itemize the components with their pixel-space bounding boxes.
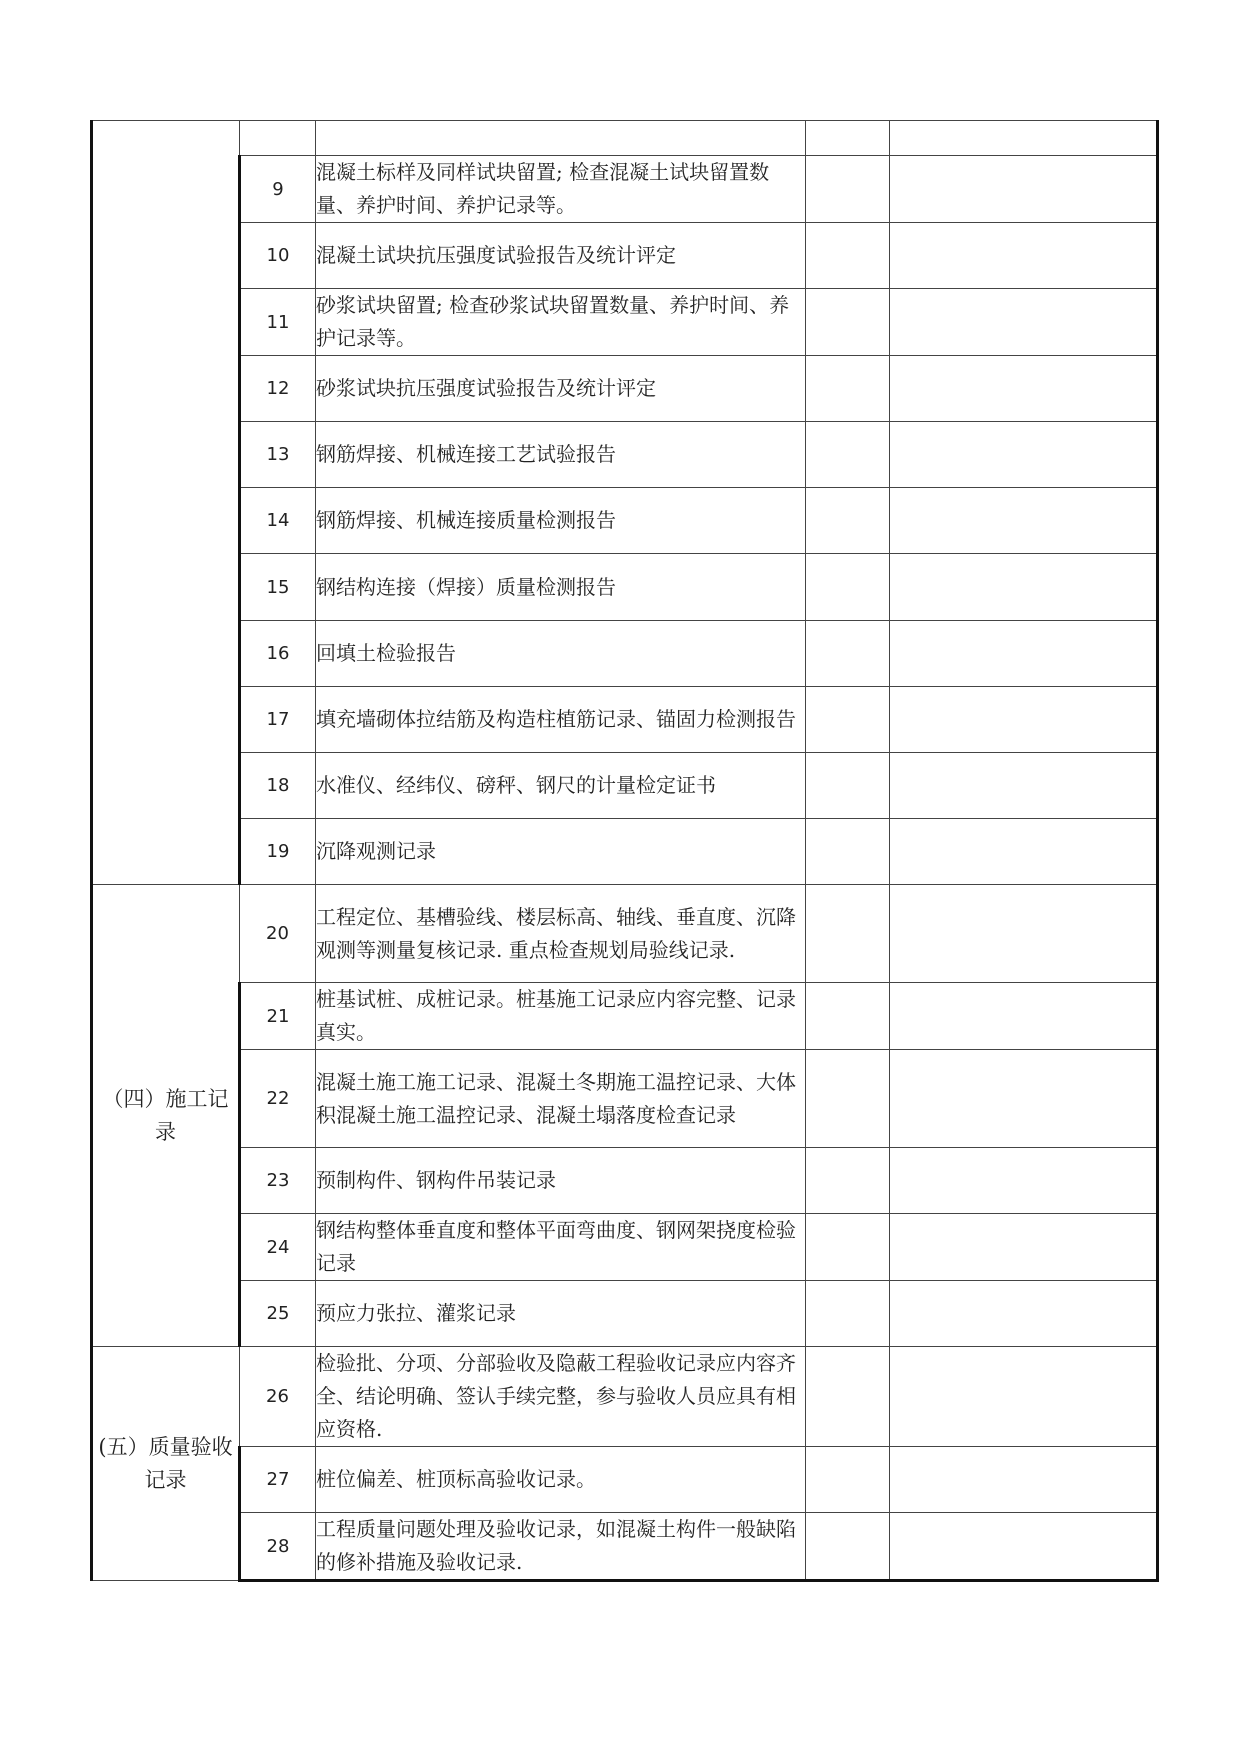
remarks-cell — [890, 356, 1158, 422]
item-description: 水准仪、经纬仪、磅秤、钢尺的计量检定证书 — [316, 753, 806, 819]
check-result-cell — [806, 156, 890, 223]
remarks-cell — [890, 156, 1158, 223]
item-number: 19 — [240, 819, 316, 885]
item-number: 27 — [240, 1447, 316, 1513]
category-cell: （四）施工记录 — [92, 885, 240, 1347]
table-row — [92, 1214, 1158, 1281]
item-description: 钢结构整体垂直度和整体平面弯曲度、钢网架挠度检验记录 — [316, 1214, 806, 1281]
check-result-cell — [806, 983, 890, 1050]
remarks-cell — [890, 121, 1158, 156]
remarks-cell — [890, 1214, 1158, 1281]
table-row — [92, 289, 1158, 356]
item-description: 混凝土标样及同样试块留置; 检查混凝土试块留置数量、养护时间、养护记录等。 — [316, 156, 806, 223]
table-row — [92, 753, 1158, 819]
check-result-cell — [806, 356, 890, 422]
table-row — [92, 121, 1158, 156]
item-number: 22 — [240, 1050, 316, 1148]
table-row — [92, 356, 1158, 422]
table-row — [92, 1050, 1158, 1148]
check-result-cell — [806, 1513, 890, 1581]
item-number: 24 — [240, 1214, 316, 1281]
table-row — [92, 819, 1158, 885]
item-number: 17 — [240, 687, 316, 753]
table-row — [92, 422, 1158, 488]
check-result-cell — [806, 621, 890, 687]
table-row — [92, 1148, 1158, 1214]
item-description: 桩基试桩、成桩记录。桩基施工记录应内容完整、记录真实。 — [316, 983, 806, 1050]
check-result-cell — [806, 1447, 890, 1513]
remarks-cell — [890, 223, 1158, 289]
inspection-checklist-table — [90, 120, 1159, 1582]
item-description: 回填土检验报告 — [316, 621, 806, 687]
table-row — [92, 621, 1158, 687]
item-description: 沉降观测记录 — [316, 819, 806, 885]
item-description: 砂浆试块抗压强度试验报告及统计评定 — [316, 356, 806, 422]
remarks-cell — [890, 983, 1158, 1050]
remarks-cell — [890, 1281, 1158, 1347]
item-description: 预应力张拉、灌浆记录 — [316, 1281, 806, 1347]
item-number: 23 — [240, 1148, 316, 1214]
table-row — [92, 1513, 1158, 1581]
check-result-cell — [806, 819, 890, 885]
check-result-cell — [806, 753, 890, 819]
item-number: 15 — [240, 554, 316, 621]
check-result-cell — [806, 687, 890, 753]
check-result-cell — [806, 1148, 890, 1214]
remarks-cell — [890, 554, 1158, 621]
table-row — [92, 156, 1158, 223]
check-result-cell — [806, 488, 890, 554]
remarks-cell — [890, 885, 1158, 983]
remarks-cell — [890, 1347, 1158, 1447]
remarks-cell — [890, 1148, 1158, 1214]
item-description — [316, 121, 806, 156]
table-row — [92, 1281, 1158, 1347]
check-result-cell — [806, 554, 890, 621]
table-row — [92, 687, 1158, 753]
remarks-cell — [890, 621, 1158, 687]
check-result-cell — [806, 1281, 890, 1347]
table-row — [92, 983, 1158, 1050]
item-description: 工程定位、基槽验线、楼层标高、轴线、垂直度、沉降观测等测量复核记录. 重点检查规划局验线记录. — [316, 885, 806, 983]
check-result-cell — [806, 121, 890, 156]
item-number: 16 — [240, 621, 316, 687]
item-description: 混凝土施工施工记录、混凝土冬期施工温控记录、大体积混凝土施工温控记录、混凝土塌落度检查记录 — [316, 1050, 806, 1148]
item-number: 13 — [240, 422, 316, 488]
remarks-cell — [890, 819, 1158, 885]
check-result-cell — [806, 885, 890, 983]
item-number: 11 — [240, 289, 316, 356]
check-result-cell — [806, 289, 890, 356]
item-description: 钢结构连接（焊接）质量检测报告 — [316, 554, 806, 621]
item-number: 26 — [240, 1347, 316, 1447]
table-row — [92, 1347, 1158, 1447]
item-description: 钢筋焊接、机械连接质量检测报告 — [316, 488, 806, 554]
item-number: 21 — [240, 983, 316, 1050]
table-row — [92, 223, 1158, 289]
check-result-cell — [806, 223, 890, 289]
table-row — [92, 1447, 1158, 1513]
item-description: 填充墙砌体拉结筋及构造柱植筋记录、锚固力检测报告 — [316, 687, 806, 753]
check-result-cell — [806, 1347, 890, 1447]
item-number: 28 — [240, 1513, 316, 1581]
remarks-cell — [890, 1513, 1158, 1581]
category-cell — [92, 121, 240, 885]
item-number: 18 — [240, 753, 316, 819]
item-description: 砂浆试块留置; 检查砂浆试块留置数量、养护时间、养护记录等。 — [316, 289, 806, 356]
item-number: 12 — [240, 356, 316, 422]
item-number: 14 — [240, 488, 316, 554]
remarks-cell — [890, 1447, 1158, 1513]
remarks-cell — [890, 753, 1158, 819]
table-row — [92, 885, 1158, 983]
category-cell: (五）质量验收记录 — [92, 1347, 240, 1581]
item-number: 10 — [240, 223, 316, 289]
remarks-cell — [890, 488, 1158, 554]
item-description: 检验批、分项、分部验收及隐蔽工程验收记录应内容齐全、结论明确、签认手续完整，参与验收人员应具有相应资格. — [316, 1347, 806, 1447]
remarks-cell — [890, 1050, 1158, 1148]
item-number — [240, 121, 316, 156]
item-description: 工程质量问题处理及验收记录，如混凝土构件一般缺陷的修补措施及验收记录. — [316, 1513, 806, 1581]
remarks-cell — [890, 289, 1158, 356]
check-result-cell — [806, 422, 890, 488]
check-result-cell — [806, 1050, 890, 1148]
check-result-cell — [806, 1214, 890, 1281]
item-number: 20 — [240, 885, 316, 983]
table-row — [92, 488, 1158, 554]
item-description: 预制构件、钢构件吊装记录 — [316, 1148, 806, 1214]
remarks-cell — [890, 687, 1158, 753]
item-description: 钢筋焊接、机械连接工艺试验报告 — [316, 422, 806, 488]
item-number: 9 — [240, 156, 316, 223]
remarks-cell — [890, 422, 1158, 488]
item-description: 混凝土试块抗压强度试验报告及统计评定 — [316, 223, 806, 289]
item-number: 25 — [240, 1281, 316, 1347]
table-row — [92, 554, 1158, 621]
item-description: 桩位偏差、桩顶标高验收记录。 — [316, 1447, 806, 1513]
